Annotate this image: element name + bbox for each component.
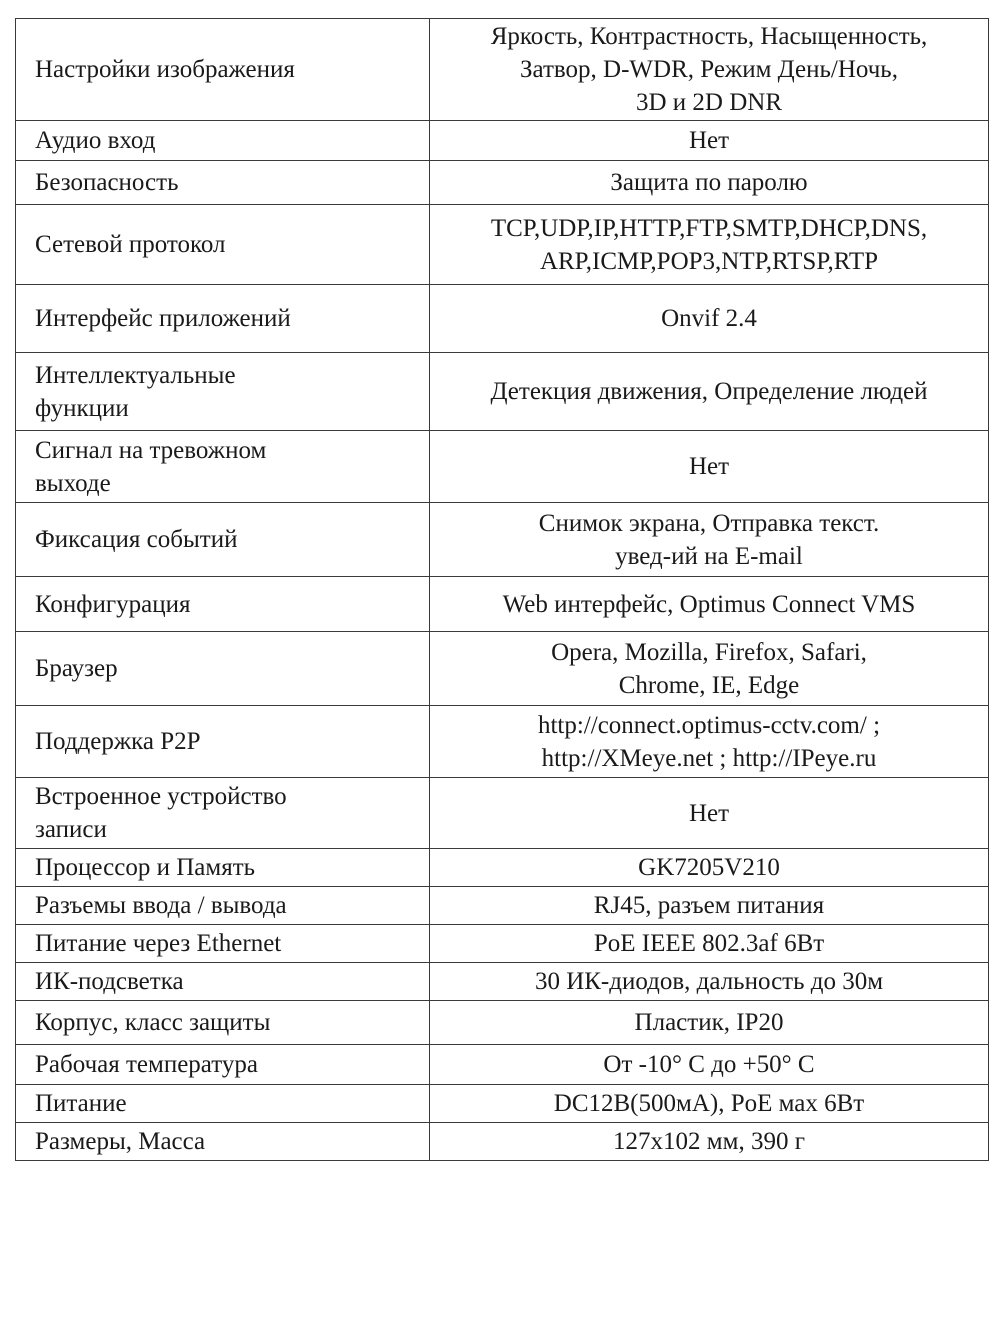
table-row [16, 963, 989, 1001]
value-cell: Нет [430, 121, 989, 161]
value-cell: PoE IEEE 802.3af 6Вт [430, 925, 989, 963]
value-cell: http://connect.optimus-cctv.com/ ; http://XMeye.net ; http://IPeye.ru [430, 706, 989, 778]
table-row [16, 353, 989, 431]
spec-table [15, 18, 989, 1161]
param-cell: Рабочая температура [16, 1045, 430, 1085]
param-cell: Сигнал на тревожном выходе [16, 431, 430, 503]
value-cell: Onvif 2.4 [430, 285, 989, 353]
param-cell: Браузер [16, 632, 430, 706]
table-row [16, 849, 989, 887]
table-row [16, 577, 989, 632]
table-row [16, 887, 989, 925]
value-cell: GK7205V210 [430, 849, 989, 887]
table-row [16, 1001, 989, 1045]
table-row [16, 205, 989, 285]
value-cell: Opera, Mozilla, Firefox, Safari, Chrome, IE, Edge [430, 632, 989, 706]
param-cell: Настройки изображения [16, 19, 430, 121]
value-cell: Яркость, Контрастность, Насыщенность, Затвор, D-WDR, Режим День/Ночь, 3D и 2D DNR [430, 19, 989, 121]
value-cell: DC12В(500мА), PoE мах 6Вт [430, 1085, 989, 1123]
param-cell: Питание [16, 1085, 430, 1123]
param-cell: ИК-подсветка [16, 963, 430, 1001]
param-cell: Разъемы ввода / вывода [16, 887, 430, 925]
value-cell: Нет [430, 431, 989, 503]
value-cell: 127х102 мм, 390 г [430, 1123, 989, 1161]
param-cell: Фиксация событий [16, 503, 430, 577]
table-row [16, 1123, 989, 1161]
param-cell: Корпус, класс защиты [16, 1001, 430, 1045]
table-row [16, 19, 989, 121]
table-row [16, 925, 989, 963]
param-cell: Сетевой протокол [16, 205, 430, 285]
param-cell: Встроенное устройство записи [16, 778, 430, 849]
table-row [16, 161, 989, 205]
value-cell: Защита по паролю [430, 161, 989, 205]
value-cell: Детекция движения, Определение людей [430, 353, 989, 431]
table-row [16, 503, 989, 577]
param-cell: Интерфейс приложений [16, 285, 430, 353]
value-cell: 30 ИК-диодов, дальность до 30м [430, 963, 989, 1001]
value-cell: TCP,UDP,IP,HTTP,FTP,SMTP,DHCP,DNS, ARP,ICMP,POP3,NTP,RTSP,RTP [430, 205, 989, 285]
value-cell: Нет [430, 778, 989, 849]
table-row [16, 706, 989, 778]
value-cell: Web интерфейс, Optimus Connect VMS [430, 577, 989, 632]
spec-table-body [16, 19, 989, 1161]
table-row [16, 778, 989, 849]
table-row [16, 632, 989, 706]
table-row [16, 1045, 989, 1085]
param-cell: Безопасность [16, 161, 430, 205]
param-cell: Питание через Ethernet [16, 925, 430, 963]
value-cell: Пластик, IP20 [430, 1001, 989, 1045]
param-cell: Процессор и Память [16, 849, 430, 887]
param-cell: Конфигурация [16, 577, 430, 632]
value-cell: От -10° С до +50° С [430, 1045, 989, 1085]
table-row [16, 431, 989, 503]
table-row [16, 121, 989, 161]
value-cell: Снимок экрана, Отправка текст. увед-ий на E-mail [430, 503, 989, 577]
table-row [16, 285, 989, 353]
table-row [16, 1085, 989, 1123]
param-cell: Поддержка P2P [16, 706, 430, 778]
param-cell: Размеры, Масса [16, 1123, 430, 1161]
param-cell: Интеллектуальные функции [16, 353, 430, 431]
value-cell: RJ45, разъем питания [430, 887, 989, 925]
param-cell: Аудио вход [16, 121, 430, 161]
